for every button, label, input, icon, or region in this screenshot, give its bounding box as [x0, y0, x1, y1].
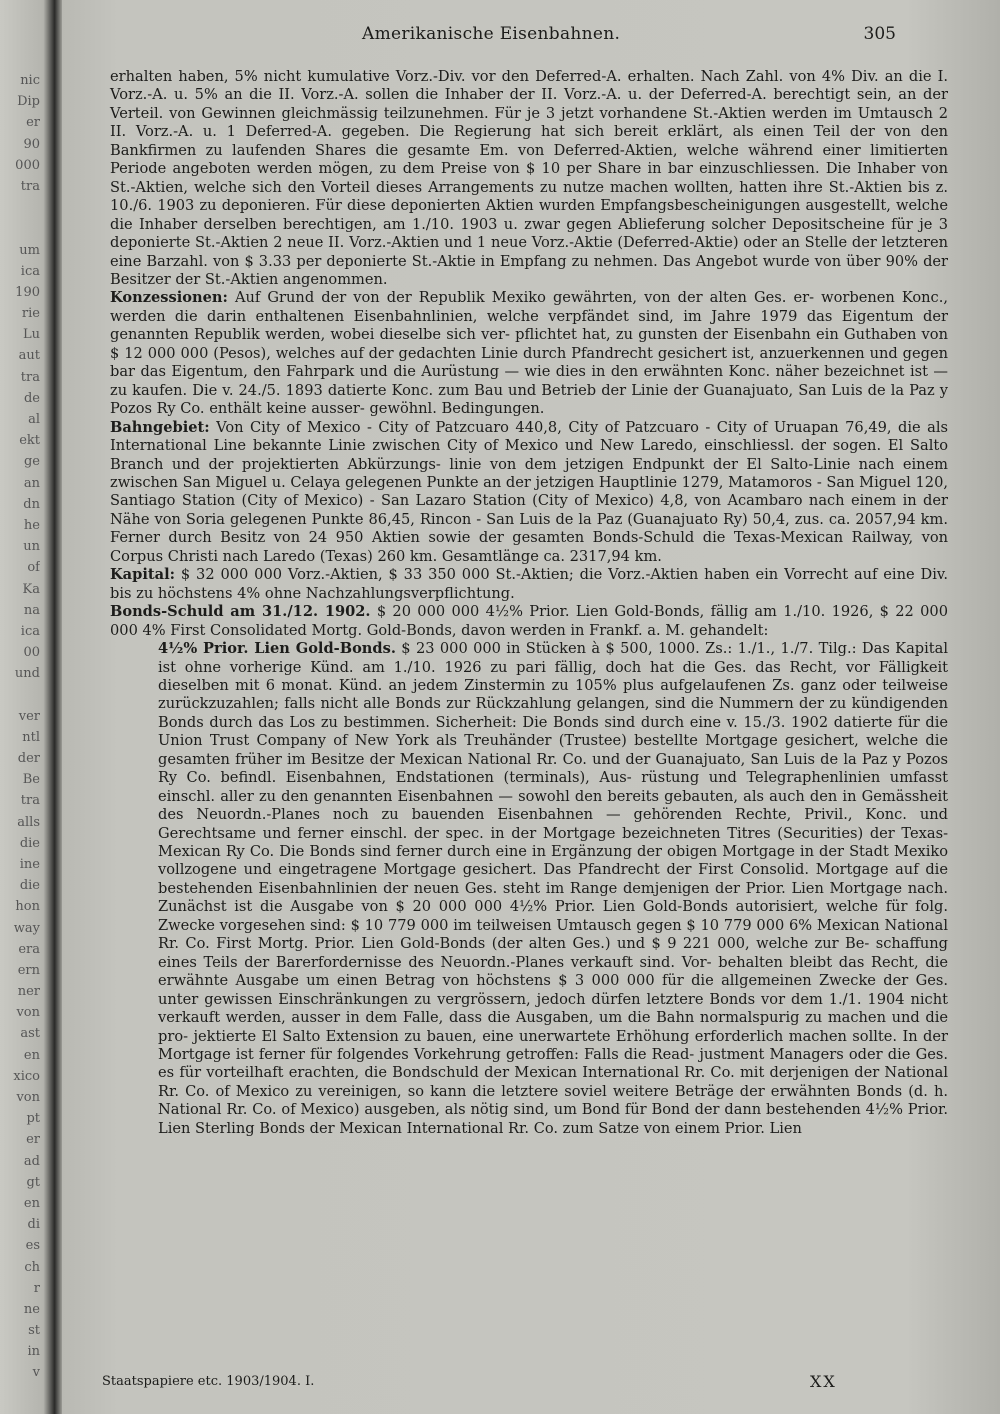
text-line: erhalten haben, 5% nicht kumulative Vorz.-Div. vor den Deferred-A. erhalten. Nach Zahl.	[110, 68, 784, 85]
margin-fragment: ner	[17, 984, 40, 1000]
margin-fragment: r	[33, 1280, 40, 1296]
text-line: 1./10. 1903 u. zwar gegen Ablieferung solcher Depositscheine für je 3 deponierte St.-Aktien	[110, 215, 949, 252]
margin-fragment: und	[14, 666, 40, 682]
text-line: bauenden Eisenbahnen — gehörenden Rechte, Privil., Konc. und Gerechtsame und ferner	[158, 806, 948, 842]
text-line: linie von dem jetzigen Endpunkt der El Salto-Linie nach einem zwischen San Miguel	[110, 455, 949, 491]
paragraph-heading: Bahngebiet:	[110, 418, 210, 436]
text-line: in dem Falle, dass die Ausgaben, um die Bahn normalspurig zu machen und die pro-	[158, 1009, 948, 1045]
margin-fragment: es	[25, 1238, 40, 1254]
margin-fragment: ne	[23, 1301, 40, 1317]
text-line: Periode angeboten werden mögen, zu dem Preise von $ 10 per Share in bar einzuschliessen.	[110, 160, 820, 178]
text-line: Ry Co. Die Bonds sind ferner durch eine in Ergänzung der obigen Mortgage in der	[225, 843, 844, 861]
adjacent-page-gutter	[0, 0, 62, 1414]
margin-fragment: 000	[15, 157, 40, 173]
text-line: kann die letztere soviel weitere Beträge der erwähnten Bonds (d. h. National Rr. Co.	[158, 1082, 948, 1119]
text-line: auf der gedachten Linie durch Pfandrecht gesichert ist, anzuerkennen und gegen bar	[110, 344, 948, 381]
margin-fragment: Dip	[17, 94, 40, 110]
margin-fragment: Lu	[22, 327, 40, 343]
text-line: sowie der gesamten Bonds-Schuld die Texas-Mexican Railway, von Corpus Christi nach	[110, 529, 949, 565]
margin-fragment: di	[27, 1217, 40, 1233]
text-line: das Recht, vor Fälligkeit dieselben mit 6 monat. Künd. an jedem Zinstermin zu 105%	[158, 658, 948, 694]
margin-fragment: 190	[15, 284, 40, 300]
margin-fragment: von	[16, 1005, 40, 1021]
text-line: näher bezeichnet ist — zu kaufen. Die v. 24./5. 1893 datierte Konc. zum Bau und Betrieb	[110, 363, 948, 399]
text-line: 2 neue II. Vorz.-Aktien und 1 neue Vorz.-Aktie (Deferred-Aktie) oder an Stelle der letzteren	[273, 234, 949, 252]
margin-fragment: der	[17, 751, 40, 766]
text-line: vergrössern, jedoch dürfen letztere Bonds vor dem 1./1. 1904 nicht verkauft werden, ausser	[158, 990, 948, 1027]
text-line: wurde von über 90% der Besitzer der St.-Aktien angenommen.	[110, 252, 949, 288]
margin-fragment: ekt	[19, 433, 40, 449]
margin-fragment: v	[32, 1365, 40, 1381]
paragraph	[110, 289, 948, 418]
text-line: einschl. der spec. in der Mortgage bezeichneten Titres (Securities) der Texas-Mexican	[158, 824, 949, 861]
text-line: International Rr. Co. mit derjenigen der National Rr. Co. of Mexico zu vereinigen, so	[158, 1064, 948, 1100]
margin-fragment: alls	[17, 814, 40, 830]
margin-fragment: way	[13, 920, 40, 936]
text-line: schaffung eines Teils der Barerfordernisse des Neuordn.-Planes verkauft sind. Vor-	[158, 935, 948, 971]
body-text	[110, 68, 948, 1138]
margin-fragment: 90	[23, 136, 40, 152]
margin-fragment: nic	[20, 73, 40, 88]
text-line: von 4% Div. an die I. Vorz.-A. u. 5% an die II. Vorz.-A. sollen die Inhaber der II. Vorz.-A.	[110, 68, 949, 104]
paragraph	[110, 640, 948, 1138]
margin-fragment	[0, 218, 40, 239]
margin-fragment: Be	[22, 772, 40, 788]
text-line: Stadt Mexiko vollzogene und eingetragene Mortgage gesichert. Das Pfandrecht der First	[158, 843, 948, 879]
margin-fragment: von	[16, 1090, 40, 1105]
page-number: 305	[863, 24, 896, 44]
text-line: jektierte El Salto Extension zu bauen, eine unerwartete Erhöhung erforderlich machen	[193, 1027, 847, 1045]
margin-fragment	[0, 197, 40, 218]
paragraph-heading: Konzessionen:	[110, 289, 228, 307]
text-line: der Linie der Guanajuato, San Luis de la Paz y Pozos Ry Co. enthält keine ausser-	[110, 381, 949, 418]
text-line: San Luis de la Paz y Pozos Ry Co. befindl. Eisenbahnen, Endstationen (terminals), Aus-	[158, 750, 948, 787]
text-line: Rückzahlung gelangen, sind die Nummern der zu kündigenden Bonds durch das Los zu	[158, 695, 949, 731]
page-footer	[102, 1372, 962, 1394]
margin-fragment: ast	[20, 1026, 40, 1042]
margin-fragment: an	[23, 475, 40, 491]
text-line: Lien Sterling Bonds der Mexican International Rr. Co. zum Satze von einem Prior. Lien	[158, 1119, 802, 1137]
text-line: Die Inhaber von St.-Aktien, welche sich den Vorteil dieses Arrangements zu nutze machen	[110, 160, 949, 196]
text-line: wollten, hatten ihre St.-Aktien bis z. 10./6. 1903 zu deponieren. Für diese deponierten Aktien	[110, 178, 948, 215]
margin-fragment: ica	[20, 263, 40, 279]
text-line: u. Celaya gelegenen Punkte an der jetzigen Hauptlinie 1279, Matamoros - San Miguel	[271, 473, 911, 491]
text-line: das Eigentum, den Fahrpark und die Aurüstung — wie dies in den erwähnten Konc.	[140, 363, 771, 381]
margin-fragment: hon	[15, 899, 40, 915]
text-line: Das Kapital ist ohne vorherige Künd. am 1./10. 1926 zu pari fällig, doch hat die Ges.	[158, 640, 949, 676]
text-line: New Laredo, einschliessl. der sogen. El Salto Branch und der projektierten Abkürzungs-	[110, 437, 949, 473]
margin-fragment: ntl	[22, 729, 40, 745]
text-line: Laredo (Texas) 260 km. Gesamtlänge ca. 2317,94 km.	[262, 547, 662, 565]
margin-fragment	[0, 684, 40, 705]
margin-fragment: ine	[19, 856, 40, 872]
text-line: im Jahre 1979 das Eigentum der genannten Republik werden, wobei dieselbe sich ver-	[110, 307, 949, 344]
text-line: $ 10 779 000 im teilweisen Umtausch gegen $ 10 779 000 6% Mexican National Rr. Co.	[158, 916, 949, 953]
paragraph-heading: Kapital:	[110, 566, 176, 584]
text-line: $ 23 000 000 in Stücken à $ 500, 1000. Zs.: 1./1., 1./7. Tilg.:	[401, 640, 857, 658]
text-line: $ 22 000 000 4% First Consolidated Mortg. Gold-Bonds, davon werden in Frankf. a. M.	[110, 603, 948, 639]
margin-fragment: in	[27, 1344, 40, 1360]
paragraph	[110, 566, 948, 603]
text-line: worbenen Konc., werden die darin enthaltenen Eisenbahnlinien, welche verpfändet sind,	[110, 289, 948, 325]
signature-mark: XX	[810, 1372, 837, 1391]
text-line: Auf Grund der von der Republik Mexiko gewährten, von der alten Ges. er-	[234, 289, 815, 307]
text-line: demjenigen der Prior. Lien Mortgage nach. Zunächst ist die Ausgabe von $ 20 000 000	[158, 879, 948, 916]
paragraph-heading: Bonds-Schuld am 31./12. 1902.	[110, 603, 371, 621]
margin-fragment: um	[19, 242, 40, 258]
margin-fragment: era	[18, 941, 40, 957]
margin-fragment: un	[23, 539, 40, 555]
text-line: $ 20 000 000 4½% Prior. Lien Gold-Bonds, fällig am 1./10. 1926,	[376, 603, 874, 621]
margin-fragment: ica	[20, 623, 40, 639]
margin-fragment: na	[23, 602, 40, 618]
margin-fragment: en	[23, 1047, 40, 1063]
margin-fragment: al	[28, 412, 40, 427]
text-line: de la Paz (Guanajuato Ry) 50,4, zus. ca. 2057,94 km. Ferner durch Besitz von 24 950 Aktien	[110, 510, 949, 547]
text-line: Uruapan 76,49, die als International Line bekannte Linie zwischen City of Mexico und	[110, 418, 949, 455]
text-line: rüstung und Telegraphenlinien umfasst einschl. aller zu den genannten Eisenbahnen —	[158, 769, 948, 805]
text-line: Von City of Mexico - City of Patzcuaro 440,8, City of Patzcuaro - City of	[216, 418, 768, 436]
text-line: Acambaro nach einem in der Nähe von Soria gelegenen Punkte 86,45, Rincon - San Luis	[110, 492, 948, 528]
text-line: gegeben. Die Regierung hat sich bereit erklärt, als einen Teil der von den Bankfirmen zu	[110, 123, 948, 159]
margin-fragment: tra	[20, 369, 40, 385]
margin-fragment: st	[28, 1323, 40, 1339]
margin-fragment: aut	[18, 348, 40, 364]
margin-fragment: en	[23, 1195, 40, 1211]
text-line: laufenden Shares die gesamte Em. von Deferred-Aktien, welche während einer limitierten	[232, 141, 948, 159]
margin-fragment: die	[19, 878, 40, 894]
text-line: wurden Empfangsbescheinigungen ausgestellt, welche die Inhaber derselben berechtigen, am	[110, 197, 949, 233]
margin-fragment: xico	[13, 1068, 40, 1084]
text-line: Vorrecht auf eine Div. bis zu höchstens 4% ohne Nachzahlungsverpflichtung.	[110, 566, 949, 602]
margin-fragment: of	[27, 560, 40, 576]
text-line: First Mortg. Prior. Lien Gold-Bonds (der alten Ges.) und $ 9 221 000, welche zur Be-	[216, 935, 870, 953]
paragraph	[110, 603, 948, 640]
margin-fragment: tra	[20, 793, 40, 809]
paragraph-heading: 4½% Prior. Lien Gold-Bonds.	[158, 640, 396, 658]
margin-fragment: gt	[26, 1174, 40, 1190]
text-line: $ 32 000 000 Vorz.-Aktien, $ 33 350 000 St.-Aktien; die Vorz.-Aktien haben ein	[180, 566, 779, 584]
footer-series-title: Staatspapiere etc. 1903/1904. I.	[102, 1374, 315, 1389]
text-line: 120, Santiago Station (City of Mexico) - San Lazaro Station (City of Mexico) 4,8, von	[110, 473, 949, 510]
text-line: eine Barzahl. von $ 3.33 per deponierte St.-Aktie in Empfang zu nehmen. Das Angebot	[110, 252, 758, 270]
text-line: gewöhnl. Bedingungen.	[369, 400, 545, 418]
text-line: Trust Company of New York als Treuhänder (Trustee) bestellte Mortgage gesichert, welche	[209, 732, 919, 750]
margin-fragment: tra	[20, 178, 40, 194]
text-line: u. der Deferred-A. berechtigt sein, an der Verteil. von Gewinnen gleichmässig teilzunehmen.	[110, 86, 948, 122]
margin-fragment: pt	[26, 1111, 40, 1127]
margin-fragment: dn	[23, 496, 40, 512]
margin-fragment: de	[23, 390, 40, 406]
margin-fragment: Ka	[22, 581, 40, 597]
text-line: die gesamten früher im Besitze der Mexican National Rr. Co. und der Guanajuato,	[158, 732, 949, 768]
margin-fragment: 00	[23, 645, 40, 661]
margin-fragment: die	[19, 835, 40, 851]
text-line: sollte. In der Mortgage ist ferner für folgendes Vorkehrung getroffen: Falls die Read-	[158, 1027, 948, 1064]
text-line: justment Managers oder die Ges. es für vorteilhaft erachten, die Bondschuld der Mexican	[158, 1046, 948, 1082]
text-line: 4½% Prior. Lien Gold-Bonds autorisiert, welche für folg. Zwecke vorgesehen sind:	[158, 898, 948, 934]
page	[62, 0, 1000, 1414]
margin-fragment: ch	[24, 1259, 40, 1275]
text-line: bestimmen. Sicherheit: Die Bonds sind durch eine v. 15./3. 1902 datierte für die Union	[158, 713, 948, 750]
text-line: gehandelt:	[689, 621, 769, 639]
text-line: plus aufgelaufenen Zs. ganz oder teilweise zurückzuzahlen; falls nicht alle Bonds zur	[158, 676, 948, 713]
running-title: Amerikanische Eisenbahnen.	[362, 24, 621, 44]
text-line: pflichtet hat, zu gunsten der Eisenbahn ein Guthaben von $ 12 000 000 (Pesos), welches	[110, 326, 948, 362]
margin-fragment: er	[26, 115, 40, 131]
margin-fragment: ver	[18, 708, 40, 724]
text-line: of Mexico) ausgeben, als nötig sind, um Bond für Bond der dann bestehenden 4½% Prior.	[281, 1101, 949, 1119]
paragraph	[110, 68, 948, 289]
adjacent-page-text-fragments	[0, 70, 40, 1384]
margin-fragment: ad	[23, 1153, 40, 1169]
text-line: Für je 3 jetzt vorhandene St.-Aktien werden im Umtausch 2 II. Vorz.-A. u. 1 Deferred-A.	[110, 104, 949, 141]
text-line: Consolid. Mortgage auf die bestehenden Eisenbahnlinien der neuen Ges. steht im Range	[158, 861, 948, 897]
margin-fragment: ern	[17, 962, 40, 978]
margin-fragment: he	[23, 517, 40, 533]
margin-fragment: ge	[23, 454, 40, 470]
running-header	[62, 24, 1000, 48]
text-line: behalten bleibt das Recht, die erwähnte Ausgabe um einen Betrag von höchstens	[158, 953, 948, 990]
margin-fragment: rie	[21, 306, 40, 322]
text-line: sowohl den bereits gebauten, als auch den in Gemässheit des Neuordn.-Planes noch zu	[158, 787, 948, 824]
paragraph	[110, 419, 948, 567]
margin-fragment: er	[26, 1132, 40, 1148]
text-line: $ 3 000 000 für die allgemeinen Zwecke der Ges. unter gewissen Einschränkungen zu	[158, 972, 948, 1008]
